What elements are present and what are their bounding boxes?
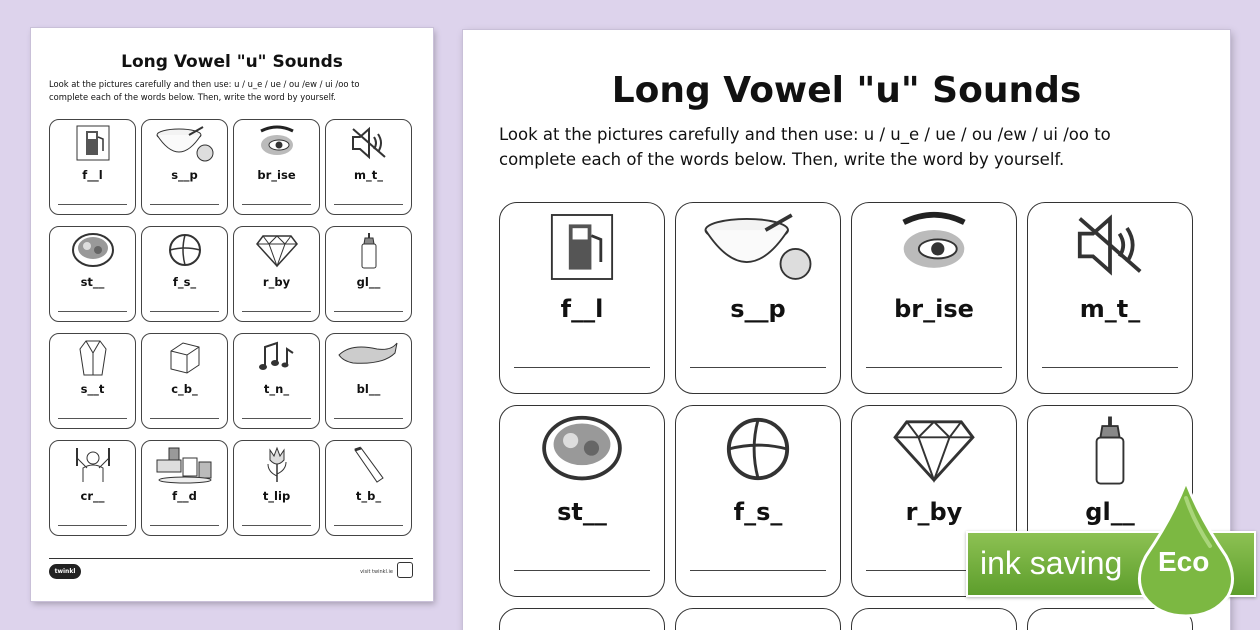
crew-person-icon — [73, 446, 113, 484]
twinkl-logo: twinkl — [49, 564, 81, 579]
writing-line[interactable] — [242, 418, 311, 419]
word-card — [851, 202, 1017, 394]
word-card — [325, 119, 412, 215]
tulip-icon — [262, 446, 292, 484]
writing-line[interactable] — [334, 418, 403, 419]
fuse-ball-icon — [723, 414, 793, 484]
worksheet-title: Long Vowel "u" Sounds — [611, 70, 1082, 111]
word-blank: t_b_ — [355, 489, 382, 503]
word-blank: r_by — [905, 498, 963, 526]
footer-badge-icon — [397, 562, 413, 578]
word-card — [233, 226, 320, 322]
mute-speaker-icon — [349, 125, 389, 161]
word-blank: gl__ — [356, 275, 381, 289]
word-card — [141, 440, 228, 536]
writing-line[interactable] — [150, 311, 219, 312]
word-card — [325, 440, 412, 536]
word-blank: f_s_ — [733, 498, 783, 526]
word-blank: f__l — [82, 168, 103, 182]
food-icon — [155, 446, 215, 484]
word-blank: f__l — [560, 295, 604, 323]
cube-icon — [167, 339, 203, 375]
word-card — [233, 333, 320, 429]
writing-line[interactable] — [690, 570, 826, 571]
glue-bottle-icon — [1087, 414, 1133, 488]
word-blank: s__p — [171, 168, 198, 182]
tube-icon — [351, 446, 387, 484]
writing-line[interactable] — [150, 418, 219, 419]
word-blank: br_ise — [894, 295, 974, 323]
word-blank: s__t — [80, 382, 105, 396]
word-blank: t_n_ — [263, 382, 290, 396]
glue-bottle-icon — [357, 232, 381, 270]
mute-speaker-icon — [1072, 211, 1148, 279]
word-card — [49, 226, 136, 322]
fuel-pump-icon — [550, 211, 614, 283]
ink-saving-text: ink saving — [980, 545, 1123, 581]
stew-bowl-icon — [540, 414, 624, 486]
stew-bowl-icon — [71, 232, 115, 270]
word-blank: m_t_ — [1079, 295, 1141, 323]
writing-line[interactable] — [242, 525, 311, 526]
ruby-gem-icon — [891, 414, 977, 484]
writing-line[interactable] — [1042, 367, 1178, 368]
word-card — [233, 440, 320, 536]
word-blank: st__ — [557, 498, 607, 526]
soup-bowl-icon — [153, 125, 217, 163]
writing-line[interactable] — [334, 311, 403, 312]
word-card — [675, 608, 841, 630]
word-blank: m_t_ — [354, 168, 383, 182]
writing-line[interactable] — [150, 204, 219, 205]
writing-line[interactable] — [334, 525, 403, 526]
blue-whale-icon — [337, 339, 401, 369]
writing-line[interactable] — [690, 367, 826, 368]
worksheet-title: Long Vowel "u" Sounds — [121, 52, 343, 72]
soup-bowl-icon — [698, 211, 818, 283]
word-blank: bl__ — [356, 382, 381, 396]
word-blank: gl__ — [1085, 498, 1135, 526]
footer-divider — [49, 558, 413, 559]
writing-line[interactable] — [58, 204, 127, 205]
writing-line[interactable] — [58, 418, 127, 419]
word-card-grid — [49, 119, 412, 536]
writing-line[interactable] — [334, 204, 403, 205]
word-card — [49, 440, 136, 536]
fuel-pump-icon — [76, 125, 110, 161]
word-card — [675, 202, 841, 394]
writing-line[interactable] — [866, 367, 1002, 368]
word-card — [499, 202, 665, 394]
suit-icon — [78, 339, 108, 377]
worksheet-instructions: Look at the pictures carefully and then use: u / u_e / ue / ou /ew / ui /oo to complete each of the words below. Then, write the word by yourself. — [499, 125, 1111, 169]
eco-label: Eco — [1158, 546, 1210, 577]
word-blank: f_s_ — [172, 275, 197, 289]
word-blank: f__d — [172, 489, 197, 503]
music-notes-icon — [257, 339, 297, 375]
word-blank: st__ — [80, 275, 105, 289]
word-card — [233, 119, 320, 215]
word-blank: r_by — [262, 275, 291, 289]
writing-line[interactable] — [58, 525, 127, 526]
word-card — [325, 226, 412, 322]
footer-visit-text: visit twinkl.ie — [360, 569, 393, 575]
word-card — [499, 608, 665, 630]
word-card — [1027, 202, 1193, 394]
word-card — [141, 119, 228, 215]
worksheet-thumbnail — [31, 28, 433, 601]
word-blank: br_ise — [257, 168, 296, 182]
fuse-ball-icon — [167, 232, 203, 268]
word-card — [141, 226, 228, 322]
bruised-eye-icon — [892, 211, 976, 283]
word-card — [499, 405, 665, 597]
word-card — [141, 333, 228, 429]
word-blank: s__p — [730, 295, 786, 323]
writing-line[interactable] — [58, 311, 127, 312]
writing-line[interactable] — [242, 204, 311, 205]
word-blank: t_lip — [262, 489, 291, 503]
word-card — [49, 119, 136, 215]
word-card — [325, 333, 412, 429]
word-blank: cr__ — [80, 489, 105, 503]
worksheet-instructions: Look at the pictures carefully and then use: u / u_e / ue / ou /ew / ui /oo to complete each of the words below. Then, write the word by yourself. — [49, 79, 360, 102]
word-card — [49, 333, 136, 429]
writing-line[interactable] — [514, 367, 650, 368]
word-card — [851, 608, 1017, 630]
writing-line[interactable] — [150, 525, 219, 526]
writing-line[interactable] — [242, 311, 311, 312]
writing-line[interactable] — [514, 570, 650, 571]
word-blank: c_b_ — [171, 382, 198, 396]
ruby-gem-icon — [255, 232, 299, 268]
bruised-eye-icon — [255, 125, 299, 163]
word-card — [675, 405, 841, 597]
